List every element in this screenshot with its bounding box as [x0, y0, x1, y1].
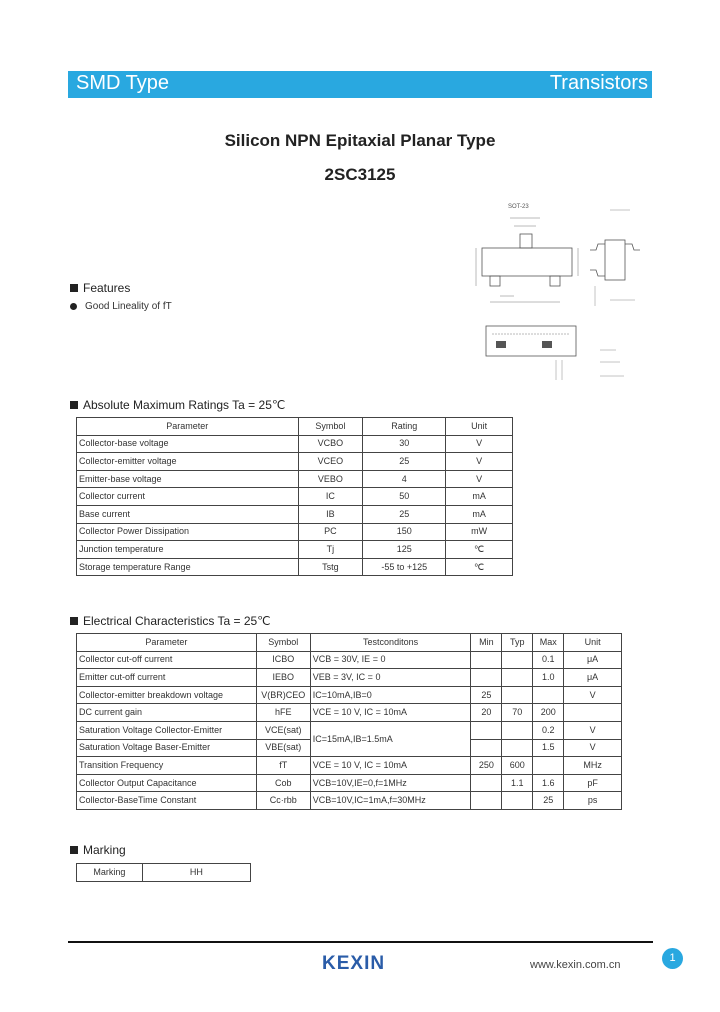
unit-cell [564, 704, 622, 722]
symbol-cell: Tstg [298, 558, 363, 576]
rating-cell: 125 [363, 541, 446, 559]
features-heading: Features [70, 281, 130, 295]
min-cell [471, 651, 502, 669]
param-cell: Collector Power Dissipation [77, 523, 299, 541]
symbol-cell: VBE(sat) [256, 739, 310, 757]
abs-max-table [76, 417, 513, 576]
table-row [77, 774, 622, 792]
bullet-square-icon [70, 846, 78, 854]
rating-cell: 50 [363, 488, 446, 506]
unit-cell: mW [446, 523, 513, 541]
param-cell: Collector-base voltage [77, 435, 299, 453]
condition-cell: IC=10mA,IB=0 [310, 686, 471, 704]
table-row [77, 505, 513, 523]
unit-cell: mA [446, 505, 513, 523]
rating-cell: 150 [363, 523, 446, 541]
table-header-row [77, 634, 622, 652]
param-cell: Transition Frequency [77, 757, 257, 775]
condition-cell: VCB = 30V, IE = 0 [310, 651, 471, 669]
unit-cell: V [564, 739, 622, 757]
symbol-cell: PC [298, 523, 363, 541]
param-cell: Saturation Voltage Collector-Emitter [77, 721, 257, 739]
kexin-logo: KEXIN [322, 953, 386, 974]
min-cell [471, 739, 502, 757]
symbol-cell: IEBO [256, 669, 310, 687]
symbol-cell: Cc·rbb [256, 792, 310, 810]
typ-cell [502, 792, 533, 810]
unit-cell: MHz [564, 757, 622, 775]
table-row [77, 435, 513, 453]
condition-cell: VEB = 3V, IC = 0 [310, 669, 471, 687]
rating-cell: 4 [363, 470, 446, 488]
symbol-cell: IB [298, 505, 363, 523]
param-cell: DC current gain [77, 704, 257, 722]
bullet-square-icon [70, 617, 78, 625]
table-header-cell: Unit [446, 418, 513, 436]
marking-value-cell: HH [142, 864, 250, 882]
unit-cell: V [446, 435, 513, 453]
max-cell: 0.1 [533, 651, 564, 669]
package-label: SOT-23 [508, 204, 529, 210]
bullet-dot-icon [70, 303, 77, 310]
table-row [77, 558, 513, 576]
unit-cell: ps [564, 792, 622, 810]
min-cell [471, 721, 502, 739]
table-header-cell: Testconditons [310, 634, 471, 652]
header-category: SMD Type [76, 72, 169, 94]
rating-cell: 30 [363, 435, 446, 453]
table-row [77, 704, 622, 722]
param-cell: Collector Output Capacitance [77, 774, 257, 792]
min-cell: 250 [471, 757, 502, 775]
table-row [77, 792, 622, 810]
param-cell: Collector cut-off current [77, 651, 257, 669]
max-cell: 25 [533, 792, 564, 810]
param-cell: Collector-emitter breakdown voltage [77, 686, 257, 704]
min-cell [471, 792, 502, 810]
param-cell: Emitter-base voltage [77, 470, 299, 488]
table-row [77, 453, 513, 471]
param-cell: Storage temperature Range [77, 558, 299, 576]
symbol-cell: fT [256, 757, 310, 775]
unit-cell: mA [446, 488, 513, 506]
typ-cell [502, 721, 533, 739]
marking-table [76, 863, 251, 882]
param-cell: Collector-emitter voltage [77, 453, 299, 471]
table-header-cell: Symbol [298, 418, 363, 436]
table-row [77, 864, 251, 882]
param-cell: Base current [77, 505, 299, 523]
unit-cell: V [564, 686, 622, 704]
website-url[interactable]: www.kexin.com.cn [530, 959, 621, 971]
min-cell [471, 669, 502, 687]
abs-max-heading: Absolute Maximum Ratings Ta = 25℃ [70, 398, 285, 412]
table-row [77, 669, 622, 687]
typ-cell [502, 651, 533, 669]
condition-cell: IC=15mA,IB=1.5mA [310, 721, 471, 756]
part-number: 2SC3125 [324, 165, 396, 184]
table-row [77, 651, 622, 669]
table-row [77, 686, 622, 704]
max-cell: 1.6 [533, 774, 564, 792]
max-cell [533, 757, 564, 775]
param-cell: Emitter cut-off current [77, 669, 257, 687]
page-title: Silicon NPN Epitaxial Planar Type [224, 131, 496, 150]
min-cell [471, 774, 502, 792]
min-cell: 25 [471, 686, 502, 704]
table-row [77, 488, 513, 506]
symbol-cell: IC [298, 488, 363, 506]
param-cell: Saturation Voltage Baser-Emitter [77, 739, 257, 757]
param-cell: Junction temperature [77, 541, 299, 559]
marking-heading: Marking [70, 843, 126, 857]
symbol-cell: V(BR)CEO [256, 686, 310, 704]
typ-cell: 600 [502, 757, 533, 775]
elec-char-table [76, 633, 622, 810]
table-header-cell: Min [471, 634, 502, 652]
typ-cell: 1.1 [502, 774, 533, 792]
symbol-cell: Tj [298, 541, 363, 559]
unit-cell: μA [564, 669, 622, 687]
table-header-cell: Max [533, 634, 564, 652]
symbol-cell: VEBO [298, 470, 363, 488]
bullet-square-icon [70, 401, 78, 409]
table-row [77, 721, 622, 739]
elec-heading: Electrical Characteristics Ta = 25℃ [70, 614, 271, 628]
table-row [77, 470, 513, 488]
max-cell [533, 686, 564, 704]
table-header-cell: Unit [564, 634, 622, 652]
unit-cell: ℃ [446, 541, 513, 559]
param-cell: Collector current [77, 488, 299, 506]
max-cell: 1.0 [533, 669, 564, 687]
symbol-cell: VCE(sat) [256, 721, 310, 739]
table-header-cell: Symbol [256, 634, 310, 652]
bullet-square-icon [70, 284, 78, 292]
typ-cell [502, 739, 533, 757]
unit-cell: ℃ [446, 558, 513, 576]
symbol-cell: Cob [256, 774, 310, 792]
package-outline-drawing [470, 200, 640, 385]
symbol-cell: ICBO [256, 651, 310, 669]
symbol-cell: hFE [256, 704, 310, 722]
unit-cell: pF [564, 774, 622, 792]
condition-cell: VCE = 10 V, IC = 10mA [310, 704, 471, 722]
max-cell: 0.2 [533, 721, 564, 739]
symbol-cell: VCEO [298, 453, 363, 471]
symbol-cell: VCBO [298, 435, 363, 453]
table-row [77, 523, 513, 541]
table-row [77, 541, 513, 559]
footer-divider [68, 941, 653, 943]
marking-label-cell: Marking [77, 864, 143, 882]
condition-cell: VCB=10V,IC=1mA,f=30MHz [310, 792, 471, 810]
page-number: 1 [662, 948, 683, 969]
condition-cell: VCB=10V,IE=0,f=1MHz [310, 774, 471, 792]
table-header-cell: Parameter [77, 418, 299, 436]
typ-cell [502, 686, 533, 704]
unit-cell: V [446, 453, 513, 471]
min-cell: 20 [471, 704, 502, 722]
rating-cell: -55 to +125 [363, 558, 446, 576]
table-header-cell: Rating [363, 418, 446, 436]
table-header-cell: Typ [502, 634, 533, 652]
table-header-row [77, 418, 513, 436]
rating-cell: 25 [363, 505, 446, 523]
typ-cell [502, 669, 533, 687]
unit-cell: V [564, 721, 622, 739]
typ-cell: 70 [502, 704, 533, 722]
feature-item: Good Lineality of fT [70, 301, 172, 312]
unit-cell: V [446, 470, 513, 488]
table-row [77, 757, 622, 775]
header-type: Transistors [549, 72, 648, 94]
condition-cell: VCE = 10 V, IC = 10mA [310, 757, 471, 775]
table-header-cell: Parameter [77, 634, 257, 652]
param-cell: Collector-BaseTime Constant [77, 792, 257, 810]
max-cell: 200 [533, 704, 564, 722]
max-cell: 1.5 [533, 739, 564, 757]
unit-cell: μA [564, 651, 622, 669]
rating-cell: 25 [363, 453, 446, 471]
